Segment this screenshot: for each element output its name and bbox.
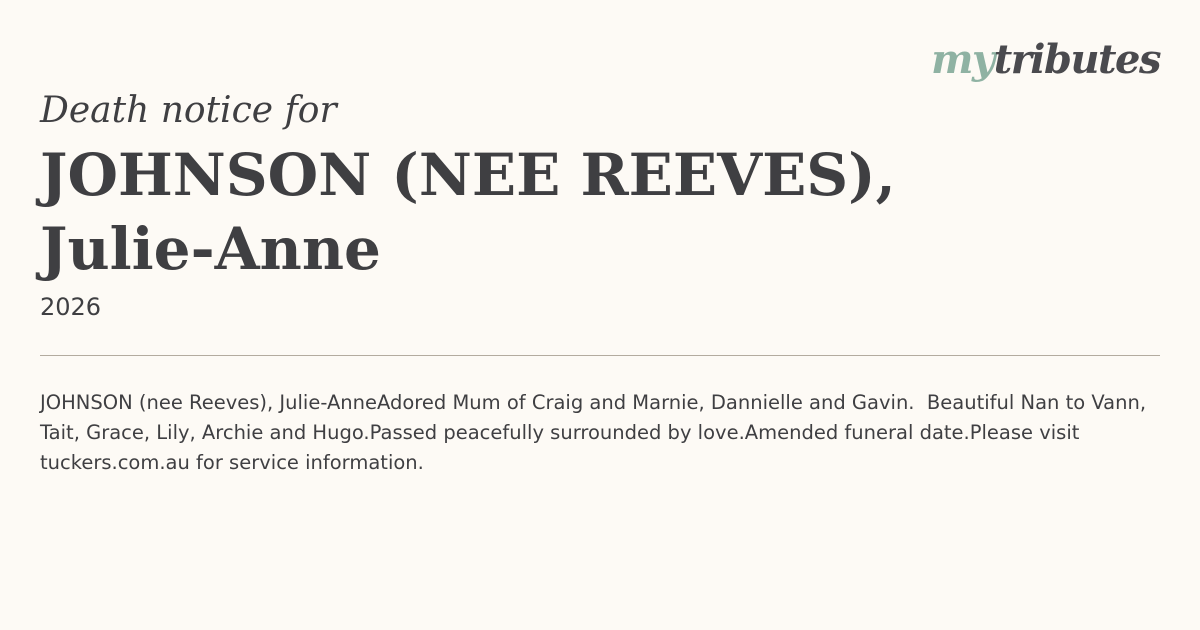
logo-my-text: my [931, 36, 994, 83]
deceased-name [40, 138, 1140, 286]
deceased-name-line2: Julie-Anne [40, 215, 381, 283]
deceased-name-line1: JOHNSON (NEE REEVES), [40, 141, 896, 209]
divider [40, 355, 1160, 356]
notice-body-text: JOHNSON (nee Reeves), Julie-AnneAdored Mum of Craig and Marnie, Dannielle and Gavin. Beautiful Nan to Vann, Tait, Grace, Lily, Archie and Hugo.Passed peacefully surrounded by love.Amended funeral date.Please visit tuckers.com.au for service information. [40, 391, 1153, 474]
mytributes-logo[interactable] [931, 34, 1160, 86]
logo-tributes-text: tributes [993, 36, 1160, 83]
notice-year: 2026 [40, 293, 102, 321]
notice-subtitle: Death notice for [40, 90, 337, 131]
